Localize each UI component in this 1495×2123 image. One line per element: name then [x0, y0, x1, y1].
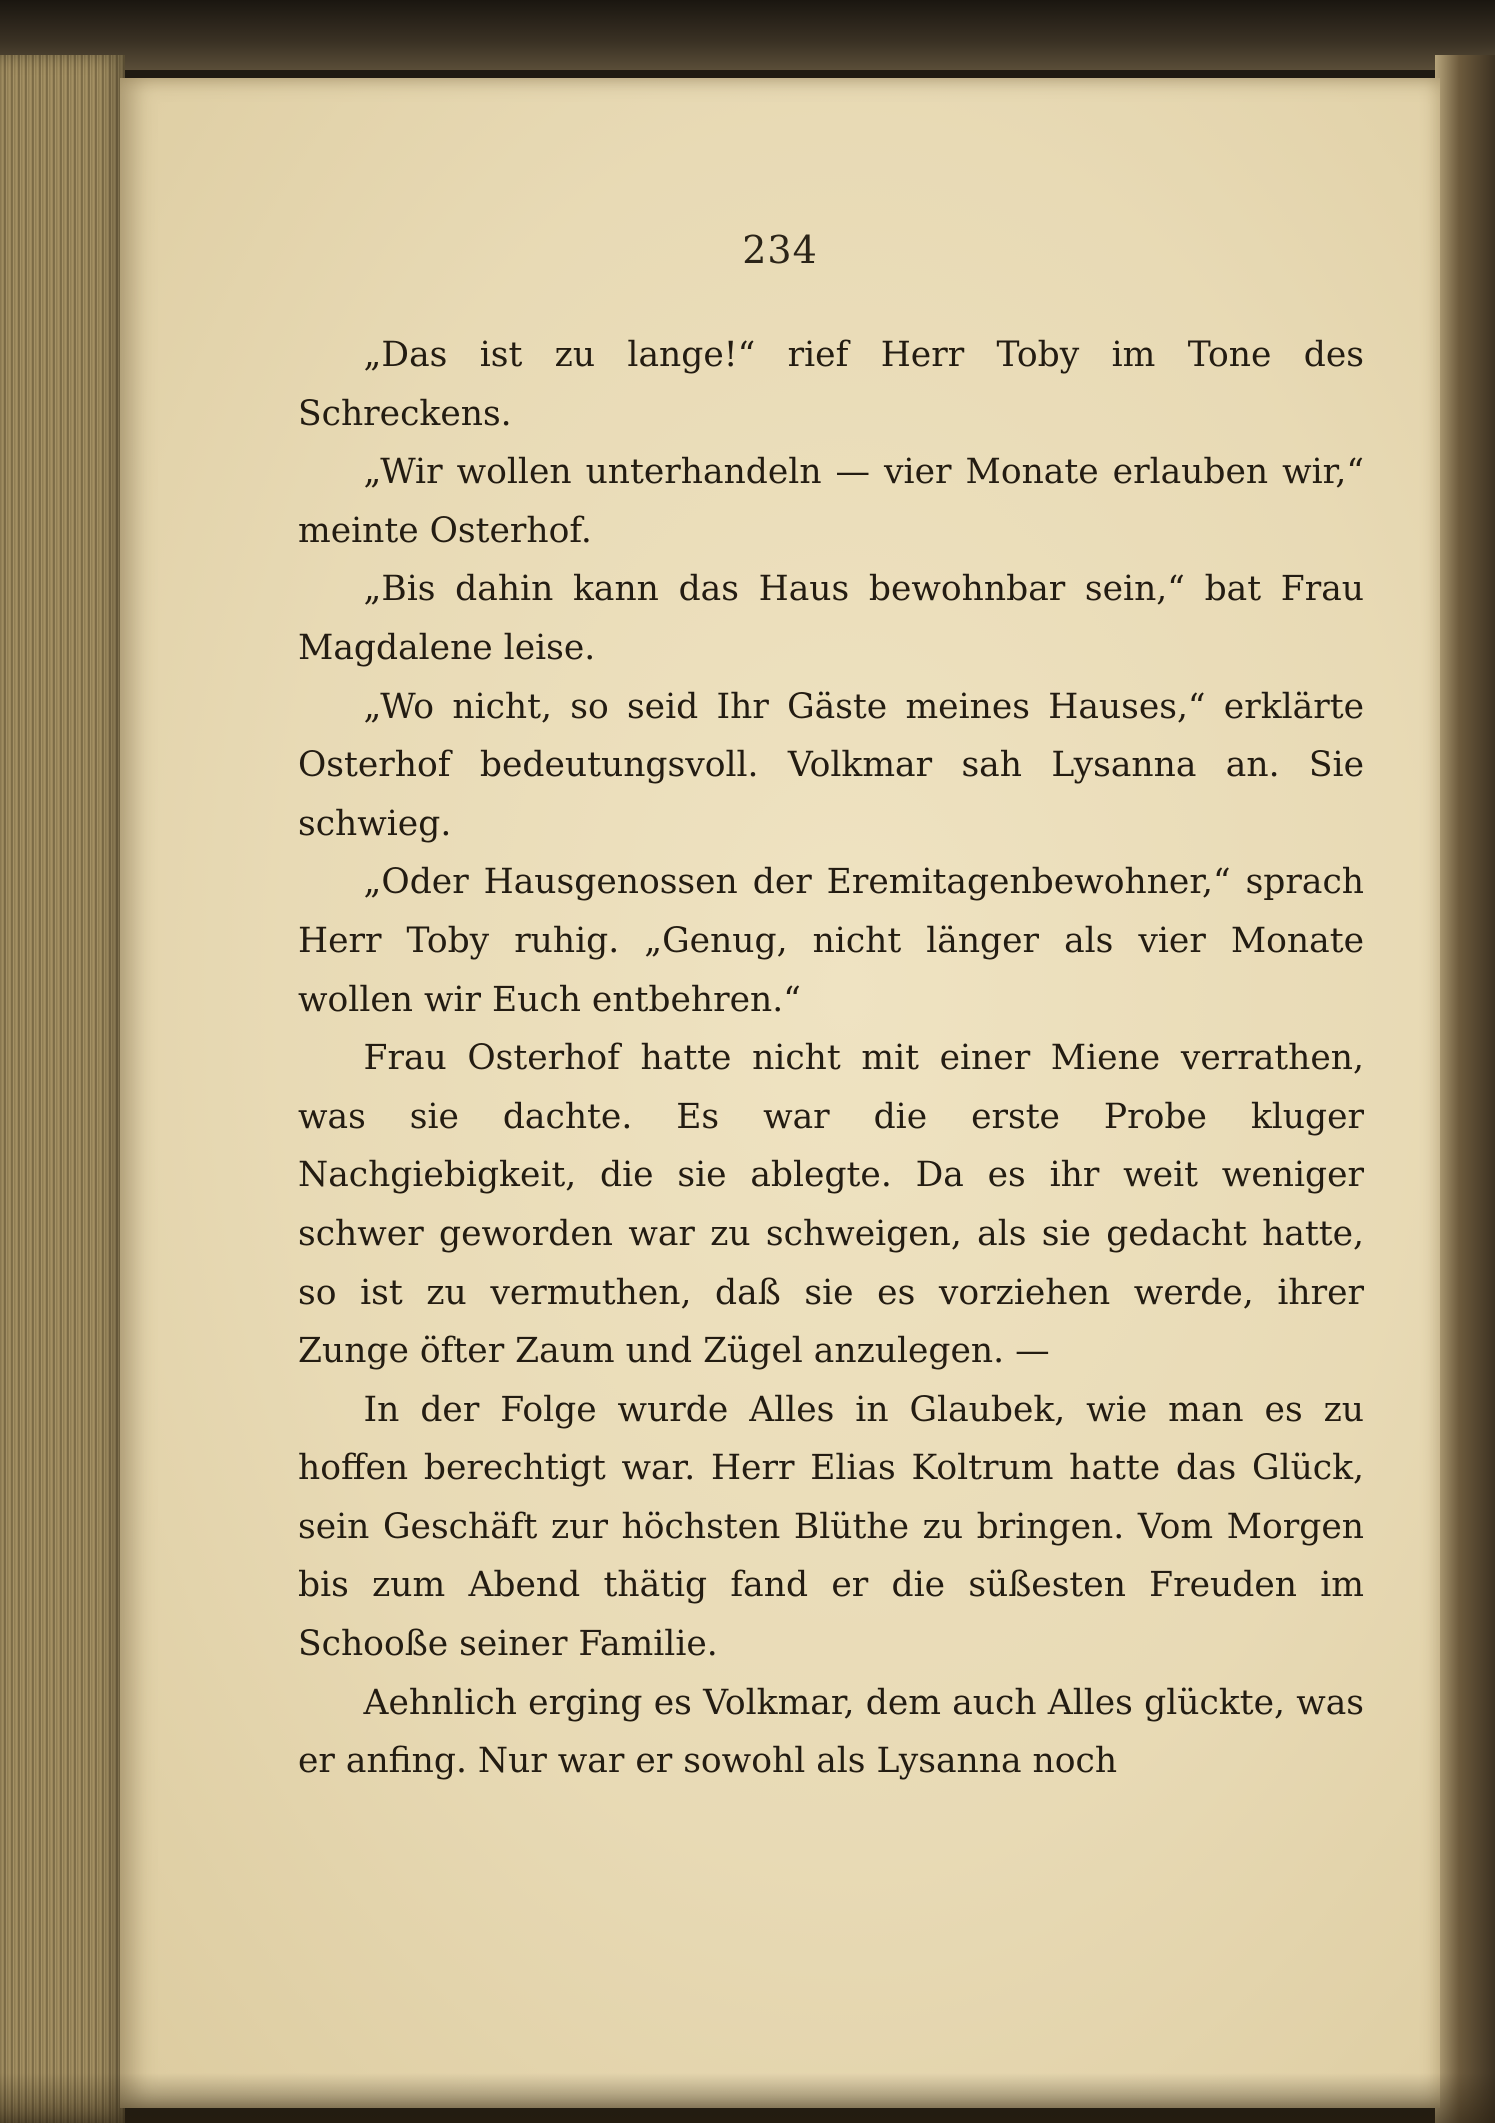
page-body-text — [298, 326, 1364, 1791]
paragraph: In der Folge wurde Alles in Glaubek, wie man es zu hoffen berechtigt war. Herr Elias Koltrum hatte das Glück, sein Geschäft zur höchsten Blüthe zu bringen. Vom Morgen bis zum Abend thätig fand er die süßesten Freuden im Schooße seiner Familie. — [298, 1389, 1364, 1665]
paragraph: „Bis dahin kann das Haus bewohnbar sein,“ bat Frau Magdalene leise. — [298, 569, 1364, 668]
page-number: 234 — [742, 228, 818, 272]
paragraph: „Wo nicht, so seid Ihr Gäste meines Hauses,“ erklärte Osterhof bedeutungsvoll. Volkmar sah Lysanna an. Sie schwieg. — [298, 686, 1364, 844]
page-stack-edges — [0, 55, 125, 2123]
paragraph: Aehnlich erging es Volkmar, dem auch Alles glückte, was er anfing. Nur war er sowohl als Lysanna noch — [298, 1682, 1364, 1782]
paragraph: Frau Osterhof hatte nicht mit einer Miene verrathen, was sie dachte. Es war die erste Probe kluger Nachgiebigkeit, die sie ablegte. Da es ihr weit weniger schwer geworden war zu schweigen, als sie gedacht hatte, so ist zu vermuthen, daß sie es vorziehen werde, ihrer Zunge öfter Zaum und Zügel anzulegen. — — [298, 1038, 1364, 1372]
paragraph: „Das ist zu lange!“ rief Herr Toby im Tone des Schreckens. — [298, 335, 1364, 434]
book-cover-right-edge — [1435, 55, 1495, 2123]
paragraph: „Oder Hausgenossen der Eremitagenbewohner,“ sprach Herr Toby ruhig. „Genug, nicht länger als vier Monate wollen wir Euch entbehren.“ — [298, 862, 1364, 1020]
book-cover-top-edge — [0, 0, 1495, 70]
book-page — [120, 78, 1440, 2108]
bottom-shadow — [0, 2073, 1495, 2123]
paragraph: „Wir wollen unterhandeln — vier Monate erlauben wir,“ meinte Osterhof. — [298, 452, 1364, 551]
